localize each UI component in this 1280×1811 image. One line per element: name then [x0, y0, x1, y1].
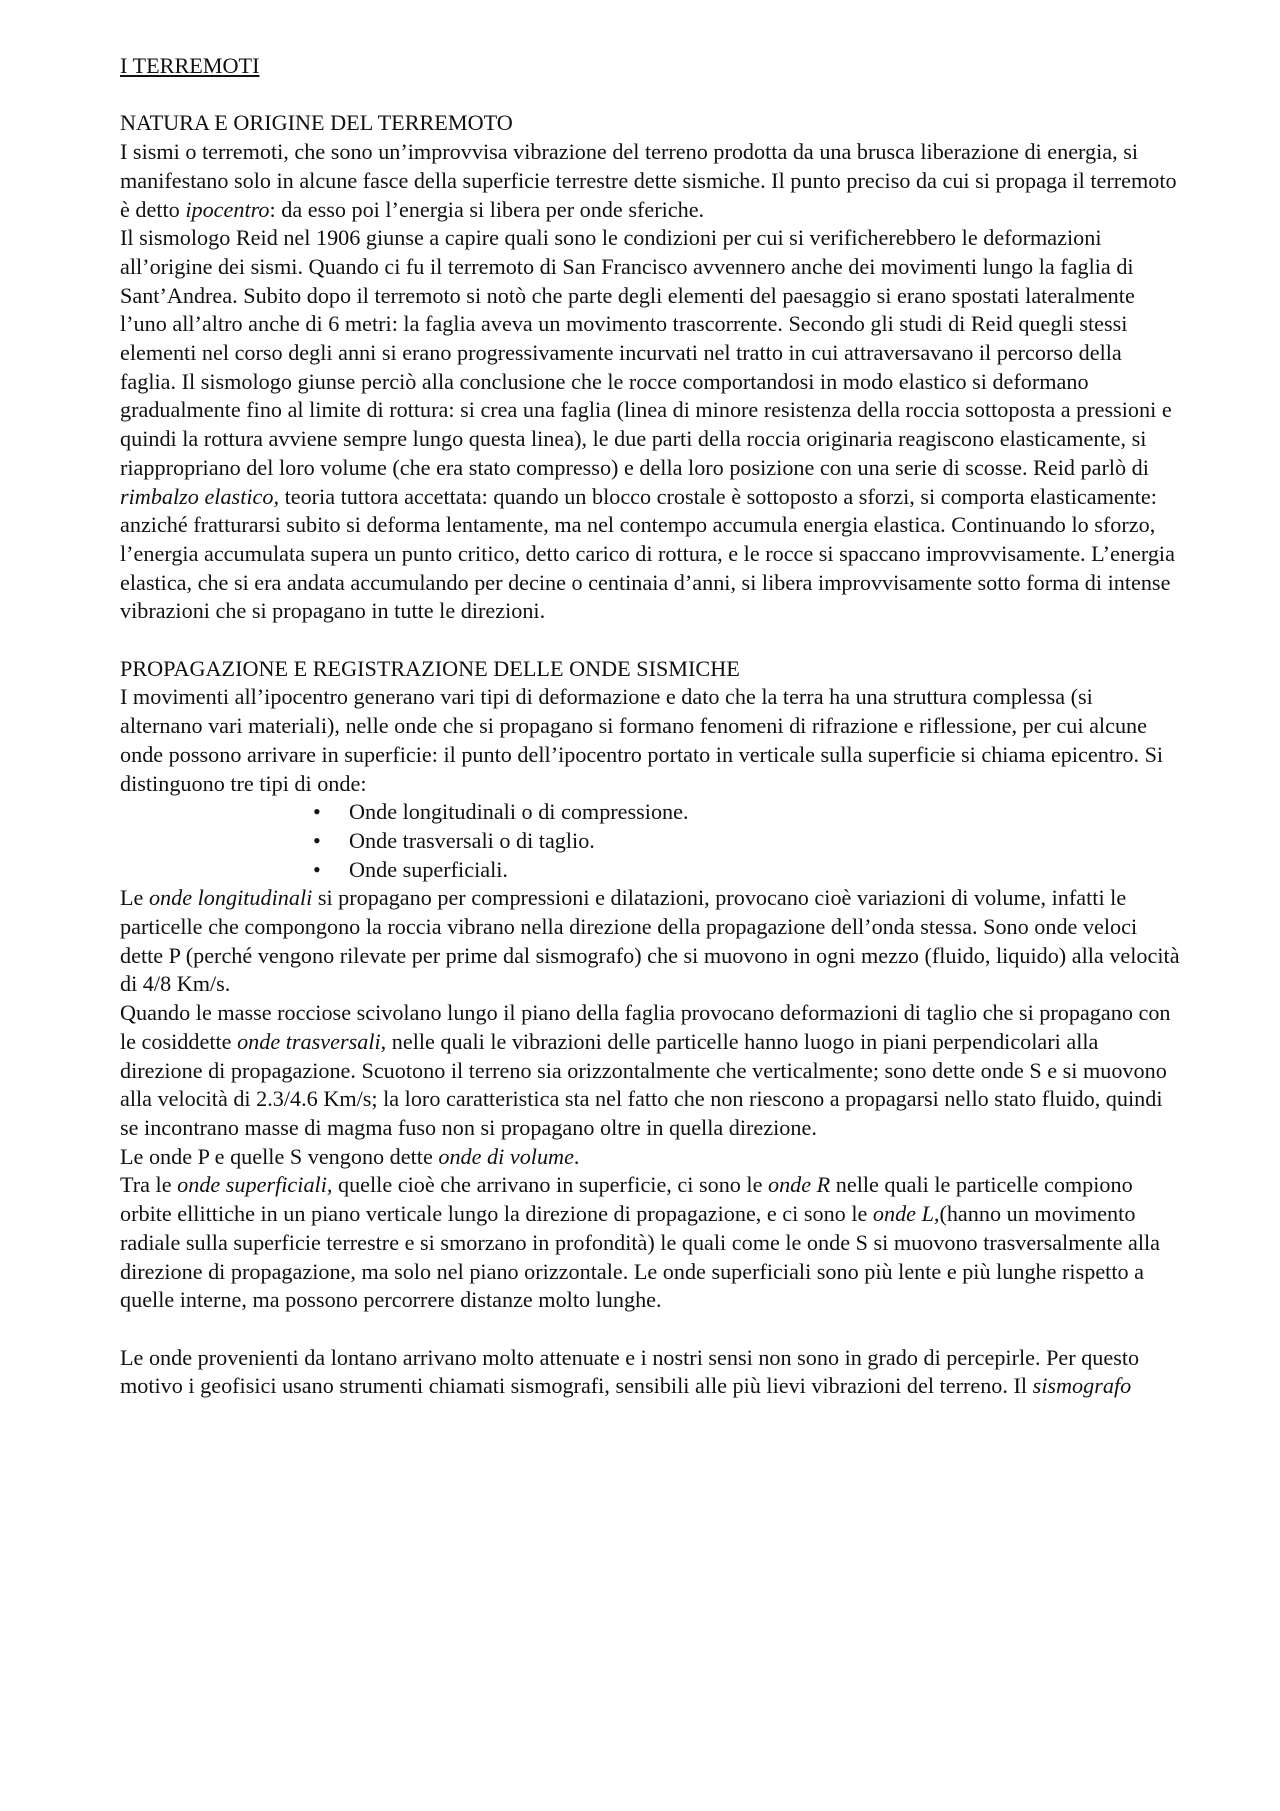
section-heading-natura: NATURA E ORIGINE DEL TERREMOTO [120, 110, 513, 136]
italic-term-onde-l: onde L, [872, 1201, 940, 1227]
italic-term-onde-trasversali: onde trasversali [237, 1028, 381, 1054]
paragraph-sismi [120, 138, 1180, 224]
blank-line [120, 81, 1180, 110]
paragraph-onde-superficiali [120, 1171, 1180, 1315]
text-run: teoria tuttora accettata: quando un blocco crostale è sottoposto a sforzi, si comporta elasticamente: anziché fratturarsi subito si deforma lentamente, ma nel contempo accumula energia elastica. Continuando lo sforzo, l’energia accumulata supera un punto critico, detto carico di rottura, e le rocce si spaccano improvvisamente. L’energia elastica, che si era andata accumulando per decine o centinaia d’anni, si libera improvvisamente sotto forma di intense vibrazioni che si propagano in tutte le direzioni. [120, 483, 1175, 624]
italic-term-ipocentro: ipocentro [185, 196, 270, 222]
italic-term-onde-longitudinali: onde longitudinali [148, 885, 313, 911]
text-run: nelle quali le particelle compiono orbite ellittiche in un piano verticale lungo la direzione di propagazione, e ci sono le [120, 1172, 1133, 1227]
list-item [309, 856, 1180, 885]
paragraph-reid [120, 224, 1180, 626]
italic-term-onde-r: onde R [767, 1172, 831, 1198]
text-run: . [573, 1143, 580, 1169]
paragraph-onde-di-volume [120, 1143, 1180, 1172]
blank-line [120, 626, 1180, 655]
list-item-text: Onde superficiali. [349, 856, 508, 882]
paragraph-onde-trasversali [120, 999, 1180, 1143]
blank-line [120, 1315, 1180, 1344]
text-run: Quando le masse rocciose scivolano lungo il piano della faglia provocano deformazioni di taglio che si propagano con le cosiddette [120, 1000, 1171, 1054]
wave-types-list [120, 798, 1180, 884]
paragraph-onde-longitudinali [120, 884, 1180, 999]
paragraph-sismografi [120, 1344, 1180, 1401]
italic-term-rimbalzo-elastico: rimbalzo elastico, [120, 483, 280, 509]
text-run: I sismi o terremoti, che sono un’improvvisa vibrazione del terreno prodotta da una brusca liberazione di energia, si manifestano solo in alcune fasce della superficie terrestre dette sismiche. Il punto preciso da cui si propaga il terremoto è detto [120, 139, 1177, 222]
text-run: Il sismologo Reid nel 1906 giunse a capire quali sono le condizioni per cui si verificherebbero le deformazioni all’origine dei sismi. Quando ci fu il terremoto di San Francisco avvennero anche dei movimenti lungo la faglia di Sant’Andrea. Subito dopo il terremoto si notò che parte degli elementi del paesaggio si erano spostati lateralmente l’uno all’altro anche di 6 metri: la faglia aveva un movimento trascorrente. Secondo gli studi di Reid quegli stessi elementi nel corso degli anni si erano progressivamente incurvati nel tratto in cui attraversavano il percorso della faglia. Il sismologo giunse perciò alla conclusione che le rocce comportandosi in modo elastico si deformano gradualmente fino al limite di rottura: si crea una faglia (linea di minore resistenza della roccia sottoposta a pressioni e quindi la rottura avviene sempre lungo questa linea), le due parti della roccia originaria reagiscono elasticamente, si riappropriano del loro volume (che era stato compresso) e della loro posizione con una serie di scosse. Reid parlò di [120, 225, 1172, 480]
text-run: , nelle quali le vibrazioni delle particelle hanno luogo in piani perpendicolari alla direzione di propagazione. Scuotono il terreno sia orizzontalmente che verticalmente; sono dette onde S e si muovono alla velocità di 2.3/4.6 Km/s; la loro caratteristica sta nel fatto che non riescono a propagarsi nello stato fluido, quindi se incontrano masse di magma fuso non si propagano oltre in quella direzione. [120, 1028, 1167, 1140]
text-run: Le onde P e quelle S vengono dette [120, 1143, 439, 1169]
section-heading-propagazione: PROPAGAZIONE E REGISTRAZIONE DELLE ONDE SISMICHE [120, 655, 740, 681]
text-run: si propagano per compressioni e dilatazioni, provocano cioè variazioni di volume, infatti le particelle che compongono la roccia vibrano nella direzione della propagazione dell’onda stessa. Sono onde veloci dette P (perché vengono rilevate per prime dal sismografo) che si muovono in ogni mezzo (fluido, liquido) alla velocità di 4/8 Km/s. [120, 885, 1180, 997]
text-run: quelle cioè che arrivano in superficie, ci sono le [332, 1172, 768, 1198]
text-run: Le onde provenienti da lontano arrivano molto attenuate e i nostri sensi non sono in grado di percepirle. Per questo motivo i geofisici usano strumenti chiamati sismografi, sensibili alle più lievi vibrazioni del terreno. Il [120, 1344, 1140, 1399]
bullet-glyph: • [313, 856, 321, 882]
text-run: (hanno un movimento radiale sulla superficie terrestre e si smorzano in profondità) le quali come le onde S si muovono trasversalmente alla direzione di propagazione, ma solo nel piano orizzontale. Le onde superficiali sono più lente e più lunghe rispetto a quelle interne, ma possono percorrere distanze molto lunghe. [120, 1201, 1160, 1313]
list-item [309, 827, 1180, 856]
bullet-glyph: • [313, 799, 321, 825]
text-run: Le [120, 885, 149, 911]
document-title: I TERREMOTI [120, 53, 260, 78]
list-item-text: Onde longitudinali o di compressione. [349, 799, 689, 825]
bullet-glyph: • [313, 827, 321, 853]
italic-term-onde-di-volume: onde di volume [438, 1143, 574, 1169]
list-item-text: Onde trasversali o di taglio. [349, 827, 595, 853]
text-run: : da esso poi l’energia si libera per onde sferiche. [269, 196, 705, 222]
document-page [120, 52, 1180, 1401]
text-run: Tra le [120, 1172, 178, 1198]
list-item [309, 798, 1180, 827]
italic-term-sismografo: sismografo [1032, 1373, 1132, 1399]
paragraph-movimenti: I movimenti all’ipocentro generano vari tipi di deformazione e dato che la terra ha una struttura complessa (si alternano vari materiali), nelle onde che si propagano si formano fenomeni di rifrazione e riflessione, per cui alcune onde possono arrivare in superficie: il punto dell’ipocentro portato in verticale sulla superficie si chiama epicentro. Si distinguono tre tipi di onde: [120, 684, 1164, 796]
italic-term-onde-superficiali: onde superficiali, [177, 1172, 333, 1198]
